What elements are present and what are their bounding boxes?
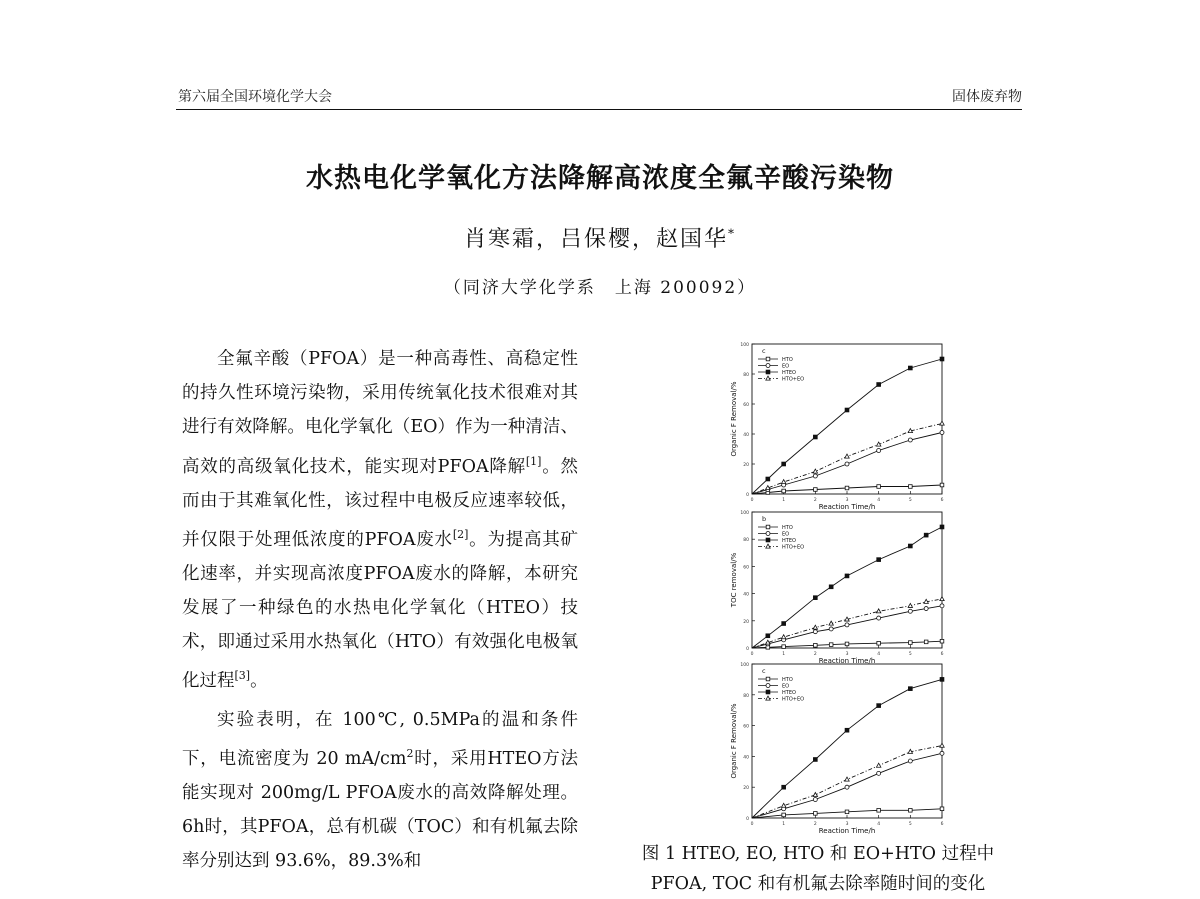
series-line-HTEO bbox=[752, 359, 942, 494]
x-tick-label: 4 bbox=[877, 498, 881, 503]
data-point-HTO+EO bbox=[766, 486, 770, 490]
data-point-HTO bbox=[877, 485, 881, 489]
legend-label: EO bbox=[782, 363, 790, 370]
legend-marker bbox=[766, 525, 770, 529]
header-section: 固体废弃物 bbox=[952, 89, 1022, 105]
chart-toc-removal bbox=[712, 506, 956, 666]
x-tick-label: 0 bbox=[750, 652, 754, 657]
data-point-EO bbox=[940, 604, 944, 608]
y-tick-label: 80 bbox=[743, 373, 749, 378]
y-tick-label: 60 bbox=[743, 403, 749, 408]
x-tick-label: 6 bbox=[940, 652, 944, 657]
data-point-HTO+EO bbox=[908, 429, 912, 433]
y-tick-label: 40 bbox=[743, 433, 749, 438]
series-line-HTEO bbox=[752, 679, 942, 818]
x-axis-label: Reaction Time/h bbox=[818, 827, 876, 835]
author-names: 肖寒霜，吕保樱，赵国华 bbox=[463, 227, 728, 252]
data-point-EO bbox=[845, 462, 849, 466]
legend-marker bbox=[766, 544, 770, 548]
data-point-EO bbox=[908, 438, 912, 442]
data-point-HTO+EO bbox=[876, 763, 880, 767]
y-tick-label: 40 bbox=[743, 755, 749, 761]
x-tick-label: 3 bbox=[845, 822, 849, 827]
authors bbox=[0, 222, 1200, 253]
data-point-HTO+EO bbox=[876, 609, 880, 613]
data-point-HTO bbox=[814, 643, 818, 647]
paragraph-2: 实验表明，在 100℃, 0.5MPa的温和条件下，电流密度为 20 $mA/cm^2$时，采用HTEO方法能实现对 200mg/L PFOA废水的高效降解处理。6h时，其PFOA，总有机碳（TOC）和有机氟去除率分别达到 93.6%，89.3%和 bbox=[182, 709, 578, 872]
data-point-HTEO bbox=[908, 366, 912, 370]
data-point-HTEO bbox=[908, 687, 912, 691]
series-line-HTO+EO bbox=[752, 424, 942, 495]
x-tick-label: 2 bbox=[813, 498, 817, 503]
y-tick-label: 60 bbox=[743, 565, 749, 571]
legend-marker bbox=[766, 376, 770, 380]
data-point-EO bbox=[813, 474, 817, 478]
x-tick-label: 2 bbox=[813, 652, 817, 657]
plot-frame bbox=[752, 664, 942, 818]
plot-frame bbox=[752, 512, 942, 648]
panel-label: b bbox=[762, 515, 767, 523]
legend-marker bbox=[766, 364, 770, 368]
data-point-HTO+EO bbox=[845, 454, 849, 458]
y-axis-label: TOC removal/% bbox=[730, 552, 738, 608]
ref-3[interactable]: [3] bbox=[234, 669, 251, 683]
data-point-EO bbox=[940, 431, 944, 435]
legend-label: EO bbox=[782, 531, 790, 538]
header-rule bbox=[176, 109, 1022, 110]
data-point-HTEO bbox=[766, 634, 770, 638]
panel-label: c bbox=[762, 667, 766, 675]
data-point-HTO bbox=[940, 807, 944, 811]
data-point-HTO bbox=[829, 643, 833, 647]
data-point-HTO+EO bbox=[813, 625, 817, 629]
data-point-HTO bbox=[877, 641, 881, 645]
data-point-HTO bbox=[782, 645, 786, 649]
y-axis-label: Organic F Removal/% bbox=[730, 703, 738, 779]
data-point-HTO bbox=[924, 640, 928, 644]
paragraph-1: 全氟辛酸（PFOA）是一种高毒性、高稳定性的持久性环境污染物，采用传统氧化技术很难对其进行有效降解。电化学氧化（EO）作为一种清洁、高效的高级氧化技术，能实现对PFOA降解[1]。然而由于其难氧化性，该过程中电极反应速率较低，并仅限于处理低浓度的PFOA废水[2]。为提高其矿化速率，并实现高浓度PFOA废水的降解，本研究发展了一种绿色的水热电化学氧化（HTEO）技术，即通过采用水热氧化（HTO）有效强化电极氧化过程[3]。 bbox=[182, 349, 579, 692]
data-point-HTO+EO bbox=[781, 635, 785, 639]
data-point-HTEO bbox=[845, 408, 849, 412]
data-point-HTO bbox=[909, 809, 913, 813]
x-tick-label: 5 bbox=[908, 652, 912, 657]
x-tick-label: 5 bbox=[908, 822, 912, 827]
ref-1[interactable]: [1] bbox=[525, 454, 542, 468]
legend-marker bbox=[766, 684, 770, 688]
data-point-HTO bbox=[782, 489, 786, 493]
y-tick-label: 40 bbox=[743, 592, 749, 598]
x-tick-label: 1 bbox=[782, 652, 786, 657]
y-tick-label: 80 bbox=[743, 538, 749, 544]
y-tick-label: 100 bbox=[740, 343, 749, 348]
data-point-HTO+EO bbox=[829, 621, 833, 625]
x-tick-label: 1 bbox=[782, 498, 786, 503]
x-axis-label: Reaction Time/h bbox=[818, 503, 876, 511]
data-point-HTEO bbox=[924, 533, 928, 537]
data-point-HTEO bbox=[940, 357, 944, 361]
data-point-HTEO bbox=[940, 525, 944, 529]
x-tick-label: 3 bbox=[845, 652, 849, 657]
plot-frame bbox=[752, 344, 942, 494]
data-point-EO bbox=[940, 751, 944, 755]
x-axis-label: Reaction Time/h bbox=[818, 657, 876, 665]
legend-label: HTO+EO bbox=[782, 696, 805, 703]
data-point-HTO+EO bbox=[845, 617, 849, 621]
data-point-HTO+EO bbox=[781, 480, 785, 484]
data-point-HTO bbox=[845, 486, 849, 490]
data-point-HTO+EO bbox=[813, 469, 817, 473]
data-point-HTEO bbox=[829, 585, 833, 589]
y-tick-label: 20 bbox=[743, 619, 749, 625]
legend-marker bbox=[766, 538, 770, 542]
legend-marker bbox=[766, 370, 770, 374]
x-tick-label: 0 bbox=[750, 822, 754, 827]
panel-label: c bbox=[762, 347, 766, 355]
data-point-HTO+EO bbox=[940, 597, 944, 601]
y-tick-label: 0 bbox=[746, 493, 749, 498]
data-point-EO bbox=[908, 609, 912, 613]
data-point-HTO+EO bbox=[940, 743, 944, 747]
data-point-HTO+EO bbox=[813, 793, 817, 797]
data-point-HTO bbox=[940, 639, 944, 643]
corresponding-mark: * bbox=[728, 226, 736, 241]
x-tick-label: 4 bbox=[877, 822, 881, 827]
legend-label: HTO bbox=[782, 525, 793, 531]
legend-label: HTEO bbox=[782, 538, 796, 544]
data-point-HTO bbox=[909, 485, 913, 489]
data-point-HTO+EO bbox=[781, 803, 785, 807]
data-point-HTO bbox=[877, 809, 881, 813]
chart-organic-f-bottom bbox=[712, 658, 956, 836]
x-tick-label: 1 bbox=[782, 822, 786, 827]
paper-title: 水热电化学氧化方法降解高浓度全氟辛酸污染物 bbox=[306, 163, 894, 194]
data-point-EO bbox=[813, 630, 817, 634]
data-point-EO bbox=[877, 449, 881, 453]
legend-label: HTEO bbox=[782, 690, 796, 696]
data-point-HTEO bbox=[877, 383, 881, 387]
legend-marker bbox=[766, 532, 770, 536]
data-point-HTO+EO bbox=[908, 749, 912, 753]
legend-marker bbox=[766, 677, 770, 681]
data-point-HTO+EO bbox=[766, 640, 770, 644]
data-point-HTEO bbox=[877, 704, 881, 708]
data-point-HTEO bbox=[845, 574, 849, 578]
x-tick-label: 5 bbox=[908, 498, 912, 503]
y-tick-label: 100 bbox=[740, 511, 749, 516]
data-point-HTO+EO bbox=[876, 442, 880, 446]
data-point-HTO+EO bbox=[940, 421, 944, 425]
legend-marker bbox=[766, 696, 770, 700]
data-point-HTEO bbox=[813, 596, 817, 600]
data-point-EO bbox=[845, 623, 849, 627]
affiliation: （同济大学化学系 上海 200092） bbox=[443, 278, 757, 298]
caption-line-1: 图 1 HTEO, EO, HTO 和 EO+HTO 过程中 bbox=[641, 844, 995, 864]
data-point-EO bbox=[908, 759, 912, 763]
data-point-HTEO bbox=[845, 728, 849, 732]
data-point-EO bbox=[924, 607, 928, 611]
data-point-EO bbox=[877, 771, 881, 775]
x-tick-label: 6 bbox=[940, 822, 944, 827]
data-point-HTEO bbox=[782, 462, 786, 466]
x-tick-label: 2 bbox=[813, 822, 817, 827]
x-tick-label: 4 bbox=[877, 652, 881, 657]
figure-caption bbox=[606, 839, 1030, 899]
y-tick-label: 60 bbox=[743, 724, 749, 730]
legend-label: EO bbox=[782, 683, 790, 690]
data-point-HTO bbox=[782, 813, 786, 817]
data-point-HTO bbox=[814, 488, 818, 492]
legend-label: HTO+EO bbox=[782, 544, 805, 551]
legend-label: HTO+EO bbox=[782, 376, 805, 383]
y-tick-label: 20 bbox=[743, 463, 749, 468]
ref-2[interactable]: [2] bbox=[452, 527, 469, 541]
data-point-HTEO bbox=[782, 785, 786, 789]
data-point-HTEO bbox=[940, 677, 944, 681]
data-point-HTEO bbox=[813, 757, 817, 761]
body-text bbox=[182, 342, 578, 878]
data-point-HTO bbox=[909, 641, 913, 645]
series-line-HTO+EO bbox=[752, 746, 942, 818]
y-tick-label: 100 bbox=[740, 663, 749, 668]
x-tick-label: 3 bbox=[845, 498, 849, 503]
y-tick-label: 80 bbox=[743, 693, 749, 699]
data-point-EO bbox=[877, 616, 881, 620]
legend-marker bbox=[766, 357, 770, 361]
series-line-HTEO bbox=[752, 527, 942, 648]
data-point-EO bbox=[829, 627, 833, 631]
y-tick-label: 0 bbox=[746, 647, 749, 652]
legend-marker bbox=[766, 690, 770, 694]
chart-organic-f-top bbox=[712, 338, 956, 512]
header-conference: 第六届全国环境化学大会 bbox=[178, 89, 332, 105]
data-point-HTO bbox=[845, 642, 849, 646]
legend-label: HTEO bbox=[782, 370, 796, 376]
data-point-HTO bbox=[814, 812, 818, 816]
legend-label: HTO bbox=[782, 677, 793, 683]
data-point-HTO+EO bbox=[845, 777, 849, 781]
data-point-HTEO bbox=[908, 544, 912, 548]
y-tick-label: 0 bbox=[746, 817, 749, 822]
data-point-HTEO bbox=[813, 435, 817, 439]
data-point-HTO bbox=[845, 810, 849, 814]
data-point-HTO bbox=[940, 483, 944, 487]
legend-label: HTO bbox=[782, 357, 793, 363]
data-point-HTEO bbox=[782, 622, 786, 626]
y-axis-label: Organic F Removal/% bbox=[730, 381, 738, 457]
x-tick-label: 6 bbox=[940, 498, 944, 503]
data-point-HTO+EO bbox=[924, 599, 928, 603]
data-point-EO bbox=[813, 798, 817, 802]
caption-line-2: PFOA, TOC 和有机氟去除率随时间的变化 bbox=[650, 874, 986, 894]
data-point-HTEO bbox=[766, 477, 770, 481]
data-point-EO bbox=[845, 785, 849, 789]
data-point-HTEO bbox=[877, 558, 881, 562]
y-tick-label: 20 bbox=[743, 786, 749, 792]
data-point-HTO+EO bbox=[908, 603, 912, 607]
x-tick-label: 0 bbox=[750, 498, 754, 503]
